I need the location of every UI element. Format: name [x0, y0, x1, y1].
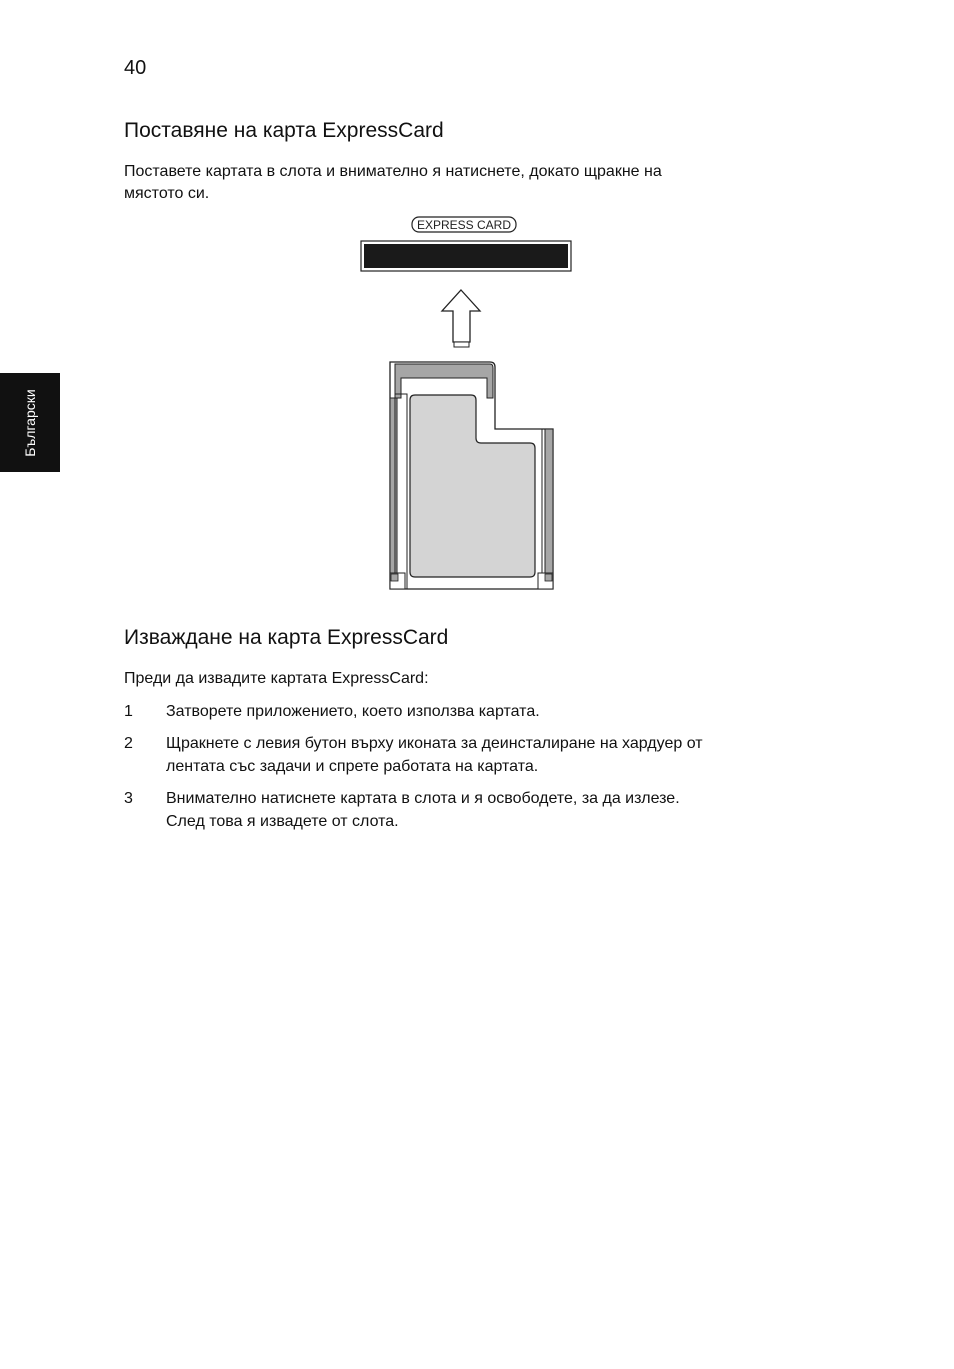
step-line-2: лентата със задачи и спрете работата на картата.: [166, 758, 539, 775]
slot-label-badge: [412, 217, 516, 232]
expresscard-insert-figure: [355, 212, 580, 597]
remove-intro: Преди да извадите картата ExpressCard:: [124, 670, 429, 687]
slot-label-text: EXPRESS CARD: [416, 218, 512, 232]
step-number: 2: [124, 735, 133, 752]
card-slot: [361, 241, 571, 271]
step-number: 1: [124, 703, 133, 720]
step-text: [166, 732, 806, 778]
insert-instructions: [124, 161, 784, 205]
insert-instructions-line-2: мястото си.: [124, 185, 210, 202]
step-line-1: Затворете приложението, което използва картата.: [166, 703, 540, 720]
step-number: 3: [124, 790, 133, 807]
insert-instructions-line-1: Поставете картата в слота и внимателно я натиснете, докато щракне на: [124, 163, 662, 180]
side-tab-label: Български: [22, 389, 38, 457]
step-line-2: След това я извадете от слота.: [166, 813, 399, 830]
arrow-up-icon: [442, 290, 480, 347]
expresscard-illustration: [390, 362, 553, 589]
step-line-1: Внимателно натиснете картата в слота и я освободете, за да излезе.: [166, 790, 680, 807]
page-number: 40: [124, 57, 147, 79]
step-text: [166, 787, 806, 833]
insert-heading: Поставяне на карта ExpressCard: [124, 119, 444, 142]
step-line-1: Щракнете с левия бутон върху иконата за деинсталиране на хардуер от: [166, 735, 703, 752]
step-text: [166, 700, 806, 723]
language-side-tab: [0, 373, 60, 472]
remove-heading: Изваждане на карта ExpressCard: [124, 626, 449, 649]
